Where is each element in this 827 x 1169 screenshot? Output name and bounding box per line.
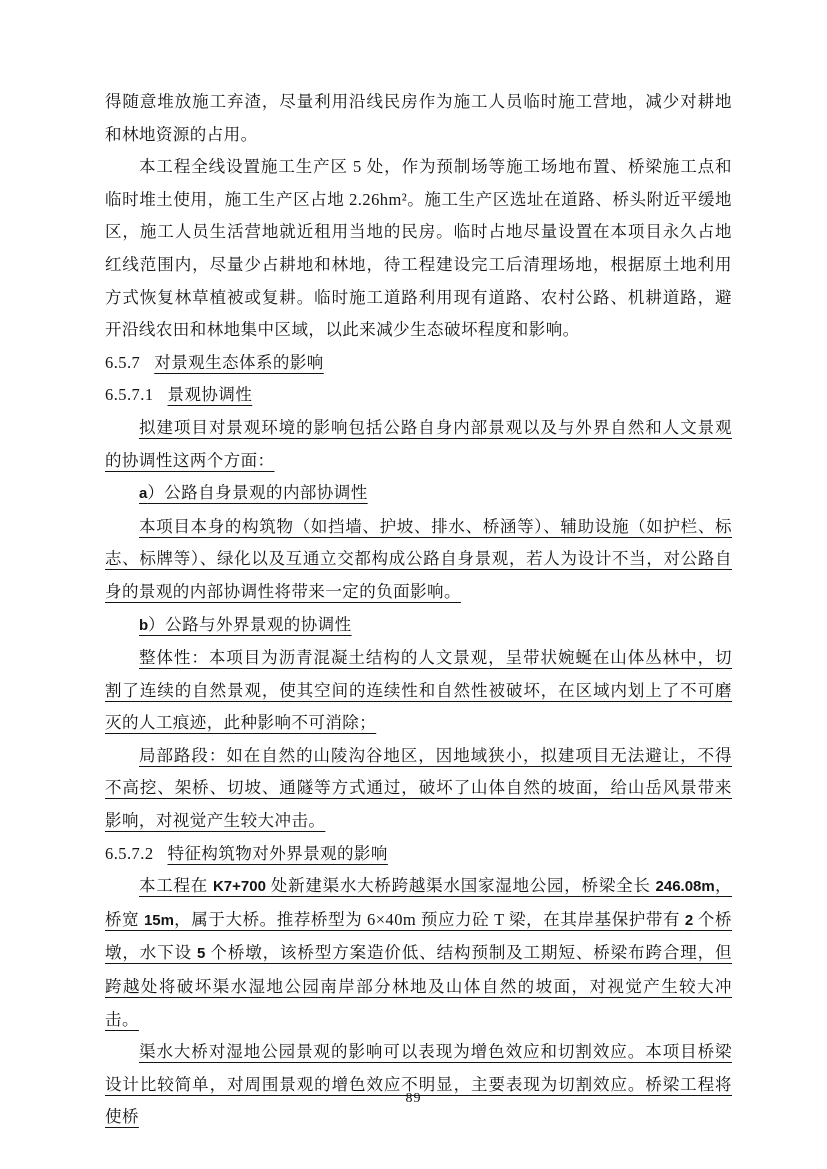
paragraph bbox=[105, 609, 732, 643]
paragraph: 本工程全线设置施工生产区 5 处，作为预制场等施工场地布置、桥梁施工点和临时堆土使用，施工生产区占地 2.26hm²。施工生产区选址在道路、桥头附近平缓地区，施工人员生活营地就近租用当地的民房。临时占地尽量设置在本项目永久占地红线范围内，尽量少占耕地和林地，待工程建设完工后清理场地，根据原土地利用方式恢复林草植被或复耕。临时施工道路利用现有道路、农村公路、机耕道路，避开沿线农田和林地集中区域，以此来减少生态破坏程度和影响。 bbox=[105, 157, 732, 340]
section-number: 6.5.7.1 bbox=[105, 385, 154, 405]
inline-latin-text: 5 bbox=[197, 945, 206, 963]
inline-latin-text: a bbox=[139, 485, 148, 503]
inline-latin-text: 246.08m bbox=[655, 878, 715, 896]
section-title: 景观协调性 bbox=[167, 385, 253, 405]
inline-text: 本工程在 bbox=[139, 876, 213, 896]
section-heading bbox=[105, 347, 732, 380]
inline-text: 个桥墩，水下设 bbox=[105, 909, 732, 963]
inline-text: 个桥墩，该桥型方案造价低、结构预制及工期短、桥梁布跨合理，但跨越处将破坏渠水湿地公园南岸部分林地及山体自然的坡面，对视觉产生较大冲击。 bbox=[105, 943, 733, 1029]
paragraph bbox=[105, 477, 732, 511]
inline-latin-text: 15m bbox=[143, 911, 174, 929]
paragraph: 本项目本身的构筑物（如挡墙、护坡、排水、桥涵等）、辅助设施（如护栏、标志、标牌等）、绿化以及互通立交都构成公路自身景观，若人为设计不当，对公路自身的景观的内部协调性将带来一定的负面影响。 bbox=[105, 516, 732, 601]
section-title: 对景观生态体系的影响 bbox=[154, 352, 324, 372]
paragraph: 整体性：本项目为沥青混凝土结构的人文景观，呈带状婉蜒在山体丛林中，切割了连续的自然景观，使其空间的连续性和自然性被破坏，在区域内划上了不可磨灭的人工痕迹，此种影响不可消除； bbox=[105, 648, 732, 733]
document-body bbox=[105, 86, 732, 1134]
section-heading bbox=[105, 838, 732, 871]
inline-latin-text: b bbox=[139, 616, 149, 634]
paragraph: 拟建项目对景观环境的影响包括公路自身内部景观以及与外界自然和人文景观的协调性这两个方面： bbox=[105, 417, 732, 470]
inline-latin-text: 2 bbox=[684, 911, 694, 929]
inline-text: ，属于大桥。推荐桥型为 6×40m 预应力砼 T 梁，在其岸基保护带有 bbox=[173, 909, 685, 929]
inline-text: 处新建渠水大桥跨越渠水国家湿地公园，桥梁全长 bbox=[265, 876, 656, 896]
section-heading bbox=[105, 379, 732, 412]
section-number: 6.5.7 bbox=[105, 352, 141, 372]
inline-text: ）公路与外界景观的协调性 bbox=[148, 614, 352, 634]
paragraph: 渠水大桥对湿地公园景观的影响可以表现为增色效应和切割效应。本项目桥梁设计比较简单，对周围景观的增色效应不明显，主要表现为切割效应。桥梁工程将使桥 bbox=[105, 1042, 732, 1127]
paragraph: 局部路段：如在自然的山陵沟谷地区，因地域狭小，拟建项目无法避让，不得不高挖、架桥、切坡、通隧等方式通过，破坏了山体自然的坡面，给山岳风景带来影响，对视觉产生较大冲击。 bbox=[105, 745, 732, 831]
inline-latin-text: K7+700 bbox=[212, 878, 266, 896]
page-number: 89 bbox=[405, 1091, 422, 1106]
inline-text: ，桥宽 bbox=[105, 876, 732, 929]
inline-text: ）公路自身景观的内部协调性 bbox=[147, 483, 368, 503]
paragraph bbox=[105, 870, 732, 1036]
section-title: 特征构筑物对外界景观的影响 bbox=[167, 843, 388, 863]
paragraph: 得随意堆放施工弃渣，尽量利用沿线民房作为施工人员临时施工营地，减少对耕地和林地资源的占用。 bbox=[105, 92, 732, 144]
section-number: 6.5.7.2 bbox=[105, 843, 154, 863]
